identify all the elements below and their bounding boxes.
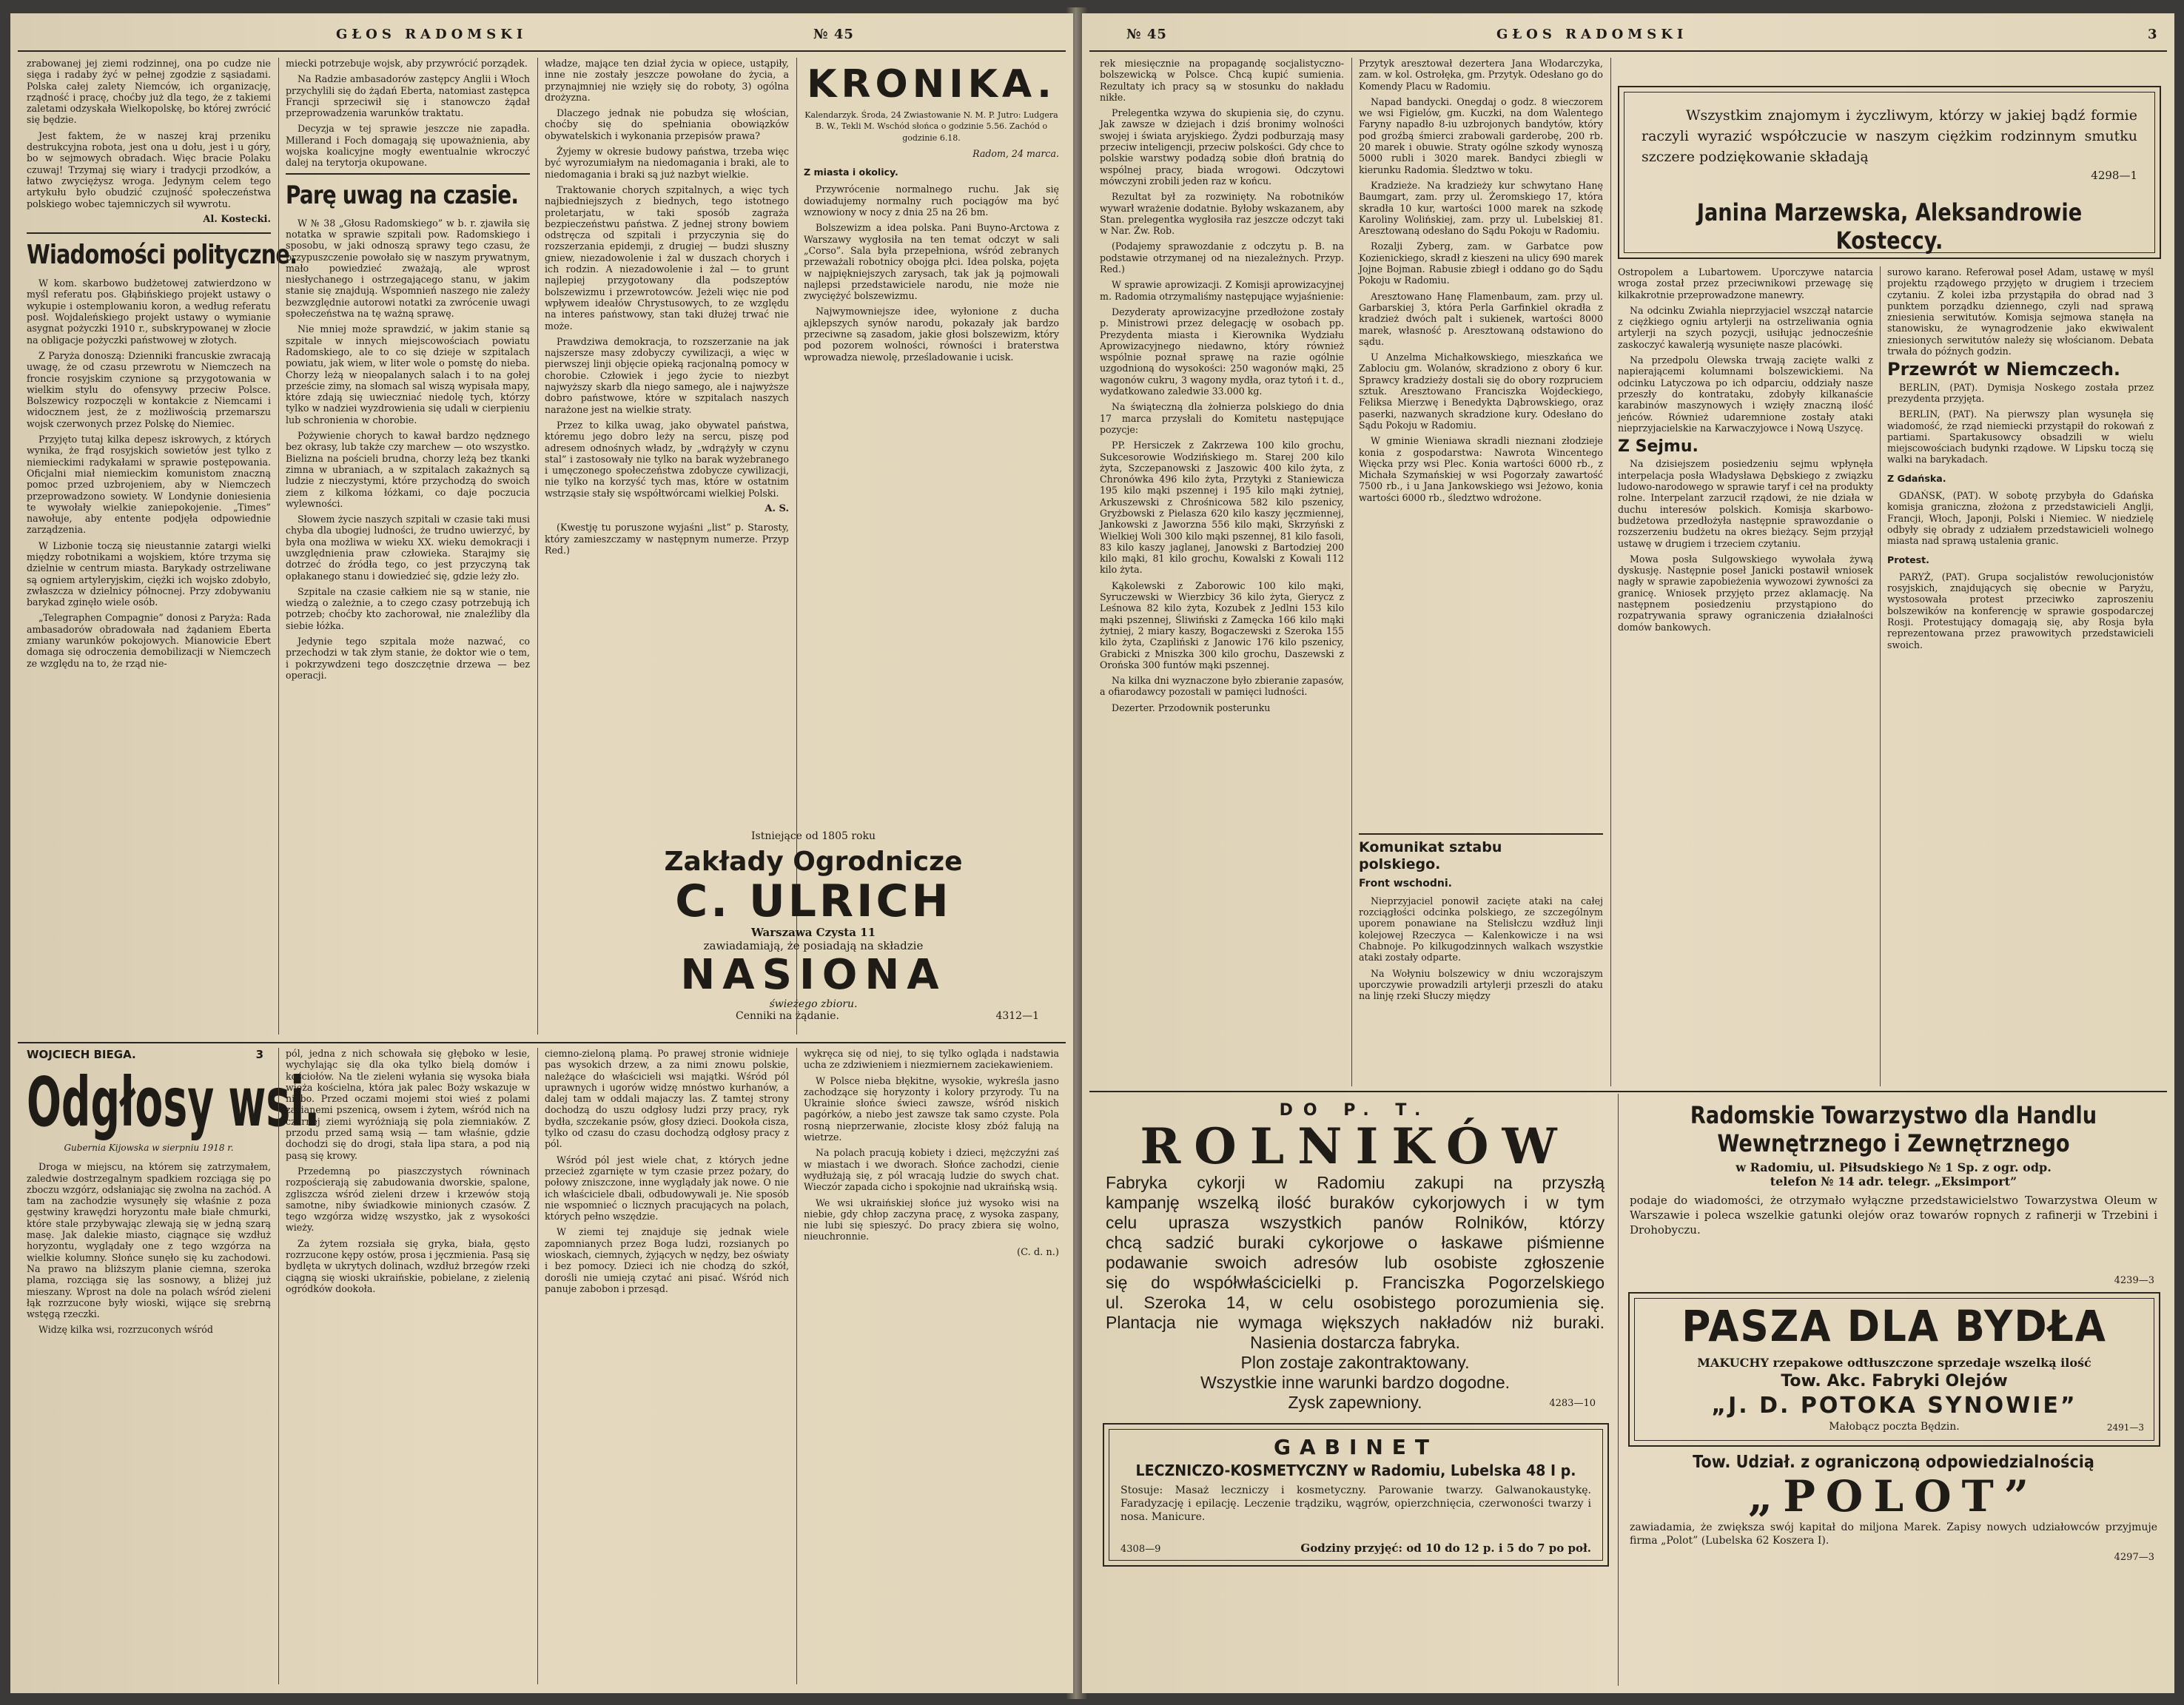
mourning-code: 4298—1 [2091, 169, 2137, 182]
column-divider [278, 1048, 279, 1684]
clinic-hours: Godziny przyjęć: od 10 do 12 p. i 5 do 7 po poł. [1300, 1541, 1591, 1555]
mourning-text: Wszystkim znajomym i życzliwym, którzy w jakiej bądź formie raczyli wyrazić współczucie w naszym ciężkim rodzinnym smutku szczere podziękowanie składają [1642, 107, 2137, 165]
section-title-protest: Protest. [1887, 554, 1929, 565]
article-text: W sprawie aprowizacji. Z Komisji aprowizacyjnej m. Radomia otrzymaliśmy następujące wyjaśnienie: [1100, 279, 1344, 302]
society-phone: telefon № 14 adr. telegr. „Eksimport” [1770, 1174, 2017, 1188]
clinic-name: LECZNICZO-KOSMETYCZNY w Radomiu, Lubelska 48 I p. [1135, 1462, 1576, 1479]
ad-line: Wszystkie inne warunki bardzo dogodne. [1200, 1373, 1511, 1392]
article-text: Aresztowano Hanę Flamenbaum, zam. przy ul. Garbarskiej 3, która Perla Garfinkiel okradła z kradzież dwóch palt i sukienek, wartości 8000 marek, własność p. Aresztowaną odstawiono do sądu. [1359, 290, 1603, 347]
article-text: władze, mające ten dział życia w opiece, ustąpiły, inne nie zostały jeszcze powołane do życia, a przynajmniej nie wzięły się do roboty, 3) ogólna drożyzna. [545, 58, 789, 103]
ad-farmers-title: ROLNIKÓW [1140, 1117, 1570, 1175]
story-column-2 [286, 1048, 530, 1684]
ad-trade-society [1625, 1101, 2162, 1286]
article-text: W kom. skarbowo budżetowej zatwierdzono w myśl referatu pos. Głąbińskiego projekt ustawy o wykupie i ostemplowaniu koron, a według referatu posł. Wojdaleńskiego projekt ustawy o wymianie asygnat pożyczki 1910 r., subskrypowanej w złocie na obligacje pożyczki państwowej w złotych. [27, 278, 271, 346]
story-text: W ziemi tej znajduje się jednak wiele zapomnianych przez Boga ludzi, rozsianych po wioskach, ciemnych, żyjących w nędzy, bez oświaty i bez pomocy. Dzieci ich nie chodzą do szkół, dorośli nie umieją czytać ani pisać. Wśród nich panuje zabobon i przesąd. [545, 1226, 789, 1294]
column-7 [1618, 266, 1873, 1086]
article-text: Nieprzyjaciel ponowił zacięte ataki na całej rozciągłości odcinka polskiego, ze szczególnym uporem ponawiane na Stelisłczu wzdłuż linji kolejowej Rzeczyca — Kalenkowicze i na wsi Chabnoje. Po kilkugodzinnych walkach wszystkie ataki zostały odparte. [1359, 895, 1603, 964]
article-text: W gminie Wieniawa skradli nieznani złodzieje konia z gospodarstwa: Nawrota Wincentego Więcka przy wsi Plec. Konia wartości 6000 rb., z Michała Szymańskiej w wsi Pogorzały zawartość 7500 rb., i u Jana Jankowskiego wsi Jeżowo, konia wartości 6000 rb., śledztwo wdrożone. [1359, 435, 1603, 503]
section-title: Z miasta i okolicy. [804, 167, 898, 178]
section-rule [1089, 1091, 2167, 1092]
article-text: Kradzieże. Na kradzieży kur schwytano Hanę Baumgart, zam. przy ul. Żeromskiego 17, która skradła 10 kur, wartości 1000 marek na szkodę Karoliny Wolińskiej, zam. przy ul. Lubelskiej 81. Aresztowaną odesłano do Sądu Pokoju w Radomiu. [1359, 179, 1603, 237]
article-signature: Al. Kostecki. [203, 213, 271, 225]
story-author: WOJCIECH BIEGA. [27, 1048, 136, 1061]
article-text: Na Radzie ambasadorów zastępcy Anglii i Włoch przychylili się do żądań Eberta, natomiast zastępca Francji sprzeciwił się i stanowczo żądał przeprowadzenia warunków traktatu. [286, 73, 530, 119]
ad-line: ul. Szeroka 14, w celu osobistego porozumienia się. [1106, 1293, 1605, 1312]
article-text: Najwymowniejsze idee, wyłonione z ducha ajklepszych synów narodu, pokazały jak bardzo przeciwne są zasadom, jakie głosi bolszewizm, który pod pozorem wolności, równości i braterstwa wprowadza niewolę, prześladowanie i ucisk. [804, 306, 1059, 363]
communique-title-2: polskiego. [1359, 856, 1441, 873]
dateline: Radom, 24 marca. [972, 147, 1059, 159]
article-text: U Anzelma Michałkowskiego, mieszkańca we Zablociu gm. Wolanów, skradziono z obory 6 kur. Sprawcy kradzieży dostali się do obory rozpruciem sztuk. Aresztowano Franciszka Wojdeckiego, Feliksa Mierzwę i Benedykta Dąbrowskiego, oraz paserki, nazwanych skradzione kury. Odesłano do Sądu Pokoju w Radomiu. [1359, 352, 1603, 431]
left-header-issue: № 45 [813, 27, 854, 42]
article-signature: A. S. [765, 502, 789, 514]
column-divider [1880, 266, 1881, 1086]
article-text: Przyjęto tutaj kilka depesz iskrowych, z których wynika, że frąd rosyjskich sowietów jest tylko z niemieckimi radykałami w sprawie postępowania. Oficjalni miał niemieckim komunistom znaczną pomoc przed uzbrojeniem, aby w Niemczech przeprowadzono sowiety. W Londynie doniesienia te wywołały wielkie zaniepokojenie. „Times” nawołuje, aby entente podjęła odpowiednie zarządzenia. [27, 434, 271, 536]
clinic-title: GABINET [1273, 1435, 1439, 1459]
article-text: Dezyderaty aprowizacyjne przedłożone zostały p. Ministrowi przez delegację w osobach pp. Prezydenta miasta i Kierownika Wydziału Aprowizacyjnego niedawno, który również wspólnie poznał sprawę na razie ogólnie uzgodnioną do wysokości: 250 wagonów mąki, 25 wagonów cukru, 3 wagony mydła, oraz tytoń i t. d., wydatkowano zaledwie 33.000 kg. [1100, 306, 1344, 397]
article-text: Rezultat był za rozwinięty. Na robotników wywarł wrażenie dodatnie. Byłoby wskazanem, aby Stan. prelegentka wygłosiła raz jeszcze odczyt taki w Nar. Żw. Rob. [1100, 191, 1344, 237]
society-text: podaje do wiadomości, że otrzymało wyłączne przedstawicielstwo Towarzystwa Oleum w Warszawie i poleca wszelkie gatunki olejów oraz towarów ropnych z rafinerji w Trzebini i Drohobyczu. [1630, 1194, 2157, 1237]
article-text: Na świąteczną dla żołnierza polskiego do dnia 17 marca przysłali do Komitetu następujące pozycje: [1100, 401, 1344, 435]
right-header-issue: № 45 [1126, 27, 1167, 42]
headline-political-news: Wiadomości polityczne. [27, 240, 298, 271]
ad-code: 2491—3 [2106, 1422, 2144, 1433]
section-title-sejm: Z Sejmu. [1618, 437, 1699, 457]
article-text: Na Wołyniu bolszewicy w dniu wczorajszym uporczywie prowadzili artylerji przeszli do ataku na linję rzeki Słuczy między [1359, 967, 1603, 1002]
society-title: Radomskie Towarzystwo dla Handlu [1690, 1101, 2097, 1129]
article-text: Napad bandycki. Onegdaj o godz. 8 wieczorem we wsi Figielów, gm. Kuczki, na dom Walentego Faryny napadło 8-iu uzbrojonych bandytów, który pod groźbą śmierci zrabowali garderobę, 200 rb. 20 marek i obuwie. Straty ogólne szkody wynoszą 5000 rubli i 3020 marek. Bandyci zbiegli w kierunku Radomia. Śledztwo w toku. [1359, 95, 1603, 175]
story-text: Na polach pracują kobiety i dzieci, mężczyźni zaś w miastach i we dworach. Słońce zachodzi, cienie wydłużają się, z pól wracają ludzie do swych chat. Wieczór zapada cicho i spokojnie nad ukraińską wsią. [804, 1147, 1059, 1193]
story-subtitle: Gubernia Kijowska w sierpniu 1918 r. [64, 1143, 234, 1153]
ad-line: Fabryka cykorji w Radomiu zakupi na przyszłą [1106, 1173, 1605, 1192]
section-rule [18, 1042, 1066, 1043]
feed-company: „J. D. POTOKA SYNOWIE” [1711, 1393, 2077, 1419]
article-text: Przywrócenie normalnego ruchu. Jak się dowiadujemy normalny ruch pociągów ma być wznowiony w nocy z dnia 25 na 26 bm. [804, 184, 1059, 218]
article-text: Na odcinku Zwiahla nieprzyjaciel wszczął natarcie z ciężkiego ogniu artylerji na ostrzeliwania ognia artylerji na szych pozycji, usiłując jednocześnie zaskoczyć kawalerją wysunięte nasze placówki. [1618, 304, 1873, 350]
ad-title: Zakłady Ogrodnicze [664, 847, 963, 877]
article-text: rek miesięcznie na propagandę socjalistyczno-bolszewicką w Polsce. Chcą kupić sumienia. Rezultaty ich pracy są w stosunku do nakładu nikłe. [1100, 58, 1344, 103]
article-text: Bolszewizm a idea polska. Pani Buyno-Arctowa z Warszawy wygłosiła na ten temat odczyt w sali „Corso”. Sala była przepełniona, wśród zebranych przeważali robotnicy obojga płci. Idea polska, pojęta w najpiękniejszych zarysach, tak jak ją pojmowali najlepsi przedstawiciele narodu, nie może nie zwyciężyć bolszewizmu. [804, 222, 1059, 302]
calendar-note: Kalendarzyk. Środa, 24 Zwiastowanie N. M. P. Jutro: Ludgera B. W., Tekli M. Wschód słońca o godzinie 5.56. Zachód o godzinie 6.18. [804, 110, 1058, 143]
polot-text: zawiadamia, że zwiększa swój kapitał do miljona Marek. Zapisy nowych udziałowców przyjmuje firma „Polot” (Lubelska 62 Koszera I). [1630, 1521, 2157, 1547]
story-text: wykręca się od niej, to się tylko ogląda i nadstawia ucha ze zdziwieniem i niezmiernem zaciekawieniem. [804, 1048, 1059, 1071]
article-text: Szpitale na czasie całkiem nie są w stanie, nie wiedzą o zależnie, a to czego czasy potrzebują ich potrzeb; choćby kto zachorował, nie znaleźliby dla siebie łóżka. [286, 585, 530, 631]
story-text: Droga w miejscu, na którem się zatrzymałem, zaledwie dostrzegalnym spadkiem rozciąga się po zboczu wzgórz, odsłaniając się zwolna na zachód. A tam na zachodzie wysunęły się właśnie z poza gęstwiny krawędzi horyzontu małe białe chmurki, które stale przybywając zlewają się w jedną szarą masę. Jak dalekie miasto, ciągnące się wzdłuż horyzontu, wyglądały one z tego wzgórza na wielkie kolumny. Słońce sunęło się ku zachodowi. Na prawo na bliższym planie ciemna, szeroka plama, rozciąga się las sosnowy, a bliżej już mieszany. Wprost na dole na polach wśród zieleni łąk rozrzucone były wioski, wijące się srebrną wstęgą rzeczki. [27, 1161, 271, 1320]
article-text: Rozalji Zyberg, zam. w Garbatce pow Kozienickiego, skradł z kieszeni na ulicy 690 marek Jojne Bojman. Rabusie zbiegł i oddano go do Sądu Pokoju w Radomiu. [1359, 241, 1603, 286]
ad-line: Cenniki na żądanie. [736, 1010, 839, 1022]
article-text: Słowem życie naszych szpitali w czasie taki musi chyba dla ubogiej ludności, że trudno uwierzyć, by była ona możliwa w wieku XX. wieku demokracji i uwzględnienia praw człowieka. Starajmy się dotrzeć do źródła tego, co jest przyczyną tak opłakanego stanu i dowiedzieć się, gdzie leży zło. [286, 514, 530, 582]
right-header-title: GŁOS RADOMSKI [1496, 27, 1688, 42]
section-title-germany: Przewrót w Niemczech. [1887, 359, 2121, 380]
story-text: Za żytem rozsiała się gryka, biała, gęsto rozrzucone kępy ostów, prosa i jęczmienia. Pasą się bydlęta w ukrytych dolinach, wzdłuż brzegów rzeki ciągną się wioski ukraińskie, pobielane, z zielenią ogródków dookoła. [286, 1237, 530, 1294]
column-2 [286, 58, 530, 1035]
article-text: Przez to kilka uwag, jako obywatel państwa, któremu jego dobro leży na sercu, piszę pod adresem odnośnych władz, by „wdrążyły w czynu stal” i zastosowały nie tylko na barak wyżebranego i umęczonego społeczeństwa zdobycze cywilizacji, nie tylko na korzyść tych mas, które w ostatnim wstrząsie stały się współtwórcami wielkiej Polski. [545, 419, 789, 499]
ad-farmers [1100, 1101, 1610, 1412]
society-title-2: Wewnętrznego i Zewnętrznego [1717, 1129, 2070, 1157]
left-header-title: GŁOS RADOMSKI [336, 27, 528, 42]
left-header [10, 21, 1073, 50]
article-text: Kąkolewski z Zaborowic 100 kilo mąki, Syruczewski w Wierzbicy 36 kilo żyta, Gierycz z Leśnowa 82 kilo żyta, Kozubek z Jedlni 153 kilo mąki pszennej, Śliwiński z Zamęcka 166 kilo mąki żytniej, 2 miary kaszy, Bogaczewski z Szeroka 155 kilo żyta, Czapliński z Janowic 176 kilo pszenicy, Grabicki z Mniszka 300 kilo grochu, Daszewski z Orońska 300 funtów mąki pszennej. [1100, 579, 1344, 670]
column-1 [27, 58, 298, 1035]
article-text: Jest faktem, że w naszej kraj przeniku destrukcyjna robota, jest ona u dołu, jest i u góry, bo w sejmowych obradach. Więc bracie Polaku czuwaj! Trzymaj się wiary i tradycji przodków, a łatwo zwyciężysz wroga. Jedynym celem tego artykułu było obudzić czujność społeczeństwa polskiego wobec tajemniczych sił wywrotu. [27, 130, 271, 209]
feed-address: Małobącz poczta Będzin. [1829, 1421, 1960, 1433]
staff-communique [1359, 833, 1603, 1086]
ad-code: 4312—1 [995, 1010, 1039, 1022]
ad-cosmetic-clinic [1103, 1423, 1609, 1567]
story-text: Wśród pól jest wiele chat, z których jedne przecież zgarnięte w tym czasie przez pożary, do połowy zniszczone, inne wyglądały jak nowe. O nie ich właściciele dbali, odbudowywali je. Nie sposób nie wspomnieć o licznych pracujących na polach, których pełno wszędzie. [545, 1154, 789, 1223]
headline-chronicle: KRONIKA. [807, 62, 1056, 107]
feed-line: Tow. Akc. Fabryki Olejów [1781, 1372, 2008, 1390]
story-text: Widzę kilka wsi, rozrzuconych wśród [38, 1324, 213, 1336]
article-text: Nie mniej może sprawdzić, w jakim stanie są szpitale w innych miejscowościach powiatu Radomskiego, ale to co się dzieje w szpitalach powiatu, jak wiem, w liter wole o pomstę do nieba. Chorzy leżą w nieopalanych salach i to na gołej przeście zimy, na słomach sal wiszą wypisała mapy, które zdają się uwieczniać niedolę tych, którzy tylko w nadziei wyzdrowienia się udali w cierpieniu lub schronienia w chorobie. [286, 323, 530, 426]
article-text: PARYŻ, (PAT). Grupa socjalistów rewolucjonistów rosyjskich, znajdujących się obecnie w Paryżu, wystosowała protest przeciwko zaproszeniu bolszewików na konferencję w sprawie gospodarczej Rosji. Protestujący domagają się, aby Rosja była reprezentowana przez prawowitych przedstawicieli swoich. [1887, 571, 2154, 650]
ad-code: 4283—10 [1549, 1398, 1596, 1409]
ad-line: zawiadamiają, że posiadają na składzie [703, 939, 924, 952]
ad-line: Plon zostaje zakontraktowany. [1240, 1353, 1470, 1372]
clinic-code: 4308—9 [1120, 1544, 1161, 1555]
ad-code: 4297—3 [2114, 1552, 2154, 1563]
society-address: w Radomiu, ul. Piłsudskiego № 1 Sp. z ogr. odp. [1736, 1160, 2052, 1174]
ad-code: 4239—3 [2114, 1275, 2154, 1286]
article-text: Z Paryża donoszą: Dzienniki francuskie zwracają uwagę, że od czasu przewrotu w Niemczech na froncie rosyjskim czynione są przygotowania w wielkim stylu do ofensywy przeciw Polsce. Bolszewicy rozpoczęli w kontakcie z Niemcami i widocznem jest, że z możliwością przemarszu wojsk czerwonych przez Polskę do Niemiec. [27, 349, 271, 429]
story-column-3 [545, 1048, 789, 1684]
article-text: Pożywienie chorych to kawał bardzo nędznego bez okrasy, lub także czy marchew — oto wszystko. Bielizna na pościeli brudna, chorzy leżą bez tkanki zimna w ubraniach, a w szpitalach zakażnych są ludzie z nieczystymi, które przychodzą do swoich ziem z kilkoma łóżkami, co daje poczucia wylewności. [286, 430, 530, 509]
article-text: Na kilka dni wyznaczone było zbieranie zapasów, a ofiarodawcy pozostali w pamięci ludności. [1100, 675, 1344, 698]
column-5 [1100, 58, 1344, 1086]
ad-since: Istniejące od 1805 roku [751, 830, 876, 842]
to-be-continued: (C. d. n.) [1017, 1246, 1059, 1258]
column-divider [1610, 58, 1611, 1086]
article-text: Mowa posła Sulgowskiego wywołała żywą dyskusję. Następnie poseł Janicki postawił wniosek nagły w sprawie zapobieżenia wywozowi żywności za granicę. Wniosek przyjęto przez aklamację. Na następnem posiedzeniu przystąpiono do rozpatrywania sprawy ograniczenia działalności domów bankowych. [1618, 553, 1873, 633]
polot-line: Tow. Udział. z ograniczoną odpowiedzialnością [1693, 1453, 2094, 1472]
column-8 [1887, 266, 2154, 1086]
ad-line: Zysk zapewniony. [1288, 1393, 1422, 1412]
column-divider [278, 58, 279, 1035]
story-text: W Polsce nieba błękitne, wysokie, wykreśla jasno zachodzące się horyzonty i kolory przyrody. Tu na Ukrainie słońce świeci zawsze, wśród niskich pagórków, a niebo jest zawsze tak samo czyste. Pola rosną nieprzerwanie, złociste kłosy zbóż falują na wietrze. [804, 1075, 1059, 1143]
editor-note: (Kwestję tu poruszone wyjaśni „list” p. Starosty, który zamieszczamy w następnym numerze. Przyp Red.) [545, 522, 789, 556]
article-text: „Telegraphen Compagnie” donosi z Paryża: Rada ambasadorów obradowała nad żądaniem Eberta zmiany warunków pokojowych. Mianowicie Ebert domaga się odroczenia demobilizacji w Niemczech ze względu na to, że rząd nie- [27, 612, 271, 669]
column-divider [1351, 58, 1352, 1086]
ad-company: C. ULRICH [675, 875, 952, 927]
ad-line: Plantacja nie wymaga większych nakładów niż buraki. [1106, 1313, 1605, 1332]
article-text: W Lizbonie toczą się nieustannie zatargi wielki między robotnikami a wojskiem, które trzyma się dzielnie w centrum miasta. Barykady ostrzeliwane są ogniem artyleryjskim, ciężki ich wojsko zdobyło, zwłaszcza w dzielnicy północnej. Przy zdobywaniu barykad zginęło wiele osób. [27, 539, 271, 608]
article-text: BERLIN, (PAT). Na pierwszy plan wysunęła się wiadomość, że rząd niemiecki przystąpił do rokowań z partiami. Spartakusowcy obsadzili w wielu miejscowościach budynki rządowe. W Lipsku toczą się walki na barykadach. [1887, 408, 2154, 465]
article-text: PP. Hersiczek z Zakrzewa 100 kilo grochu, Sukcesorowie Wodzińskiego m. Starej 200 kilo żyta, Szczepanowski z Jaszowic 400 kilo żyta, z Chronówka 496 kilo żyta, Przytyki z Staniewicza 195 kilo mąki pszennej i 195 kilo mąki żytniej, Arkuszewski z Chrośnicowa 582 kilo pszenicy, Gryżbowski z Pielasza 620 kilo kaszy jęczmiennej, Jankowski z Jaworzna 556 kilo mąki, Skrzyński z Wielkiej Woli 300 kilo mąki pszennej, 81 kilo fasoli, 83 kilo kaszy jaglanej, Janowski z Bartodziej 200 kilo mąki, 81 kilo grochu, Kowalski z Kowali 112 kilo żyta. [1100, 440, 1344, 576]
article-text: (Podajemy sprawozdanie z odczytu p. B. na podstawie otrzymanej od na niezależnych. Przyp. Red.) [1100, 241, 1344, 275]
article-text: Decyzja w tej sprawie jeszcze nie zapadła. Millerand i Foch domagają się upoważnienia, aby wojska koalicyjne mogły ewentualnie wkroczyć dalej na terytorja okupowane. [286, 123, 530, 169]
article-text: BERLIN, (PAT). Dymisja Noskego została przez prezydenta przyjęta. [1887, 381, 2154, 404]
clinic-services: Stosuje: Masaż leczniczy i kosmetyczny. Parowanie twarzy. Galwanokaustykę. Faradyzację i epilację. Leczenie trądziku, wągrów, opierzchnięcia, czerwoności twarzy i nosa. Manicure. [1120, 1484, 1591, 1523]
ad-line: kampanję wszelką ilość buraków cykorjowych i w tym [1106, 1193, 1605, 1212]
polot-title: „POLOT” [1747, 1471, 2040, 1521]
story-title: Odgłosy wsi. [27, 1063, 320, 1142]
column-divider [796, 1048, 797, 1684]
communique-title: Komunikat sztabu [1359, 839, 1502, 855]
article-text: Dezerter. Przodownik posterunku [1112, 702, 1271, 713]
column-divider [537, 58, 538, 1035]
section-title-gdansk: Z Gdańska. [1887, 472, 1946, 484]
feed-title: PASZA DLA BYDŁA [1681, 1301, 2107, 1351]
story-column-1 [27, 1048, 320, 1684]
feed-line: MAKUCHY rzepakowe odtłuszczone sprzedaje wszelką ilość [1697, 1356, 2091, 1370]
column-6 [1359, 58, 1603, 827]
article-text: Przytyk aresztował dezertera Jana Włodarczyka, zam. w kol. Ostrołęka, gm. Przytyk. Odesłano go do Komendy Placu w Radomiu. [1359, 58, 1603, 92]
story-text: ciemno-zieloną plamą. Po prawej stronie widnieje pas wysokich drzew, a za nimi znowu polskie, należące do właścicieli wsi majątki. Wśród pól uprawnych i ugorów widzę mnóstwo kurhanów, a dalej tam w oddali majaczy las. Z tamtej strony dochodzą do uszu odgłosy ludzi przy pracy, ryk bydła, szczekanie psów, głosy dzieci. Dookoła cisza, tylko od czasu do czasu dochodzą odgłosy pracy z pól. [545, 1048, 789, 1150]
article-text: zrabowanej jej ziemi rodzinnej, ona po cudze nie sięga i radaby żyć w pełnej zgodzie z sąsiadami. Polska całej zalety Niemców, ich organizację, rządność i pracę, choćby już dla tego, że z takiemi zaletami odzyskała Wielkopolskę, bo której zwrócić się będzie. [27, 58, 271, 126]
ad-product: NASIONA [680, 951, 947, 999]
article-text: Na dzisiejszem posiedzeniu sejmu wpłynęła interpelacja posła Władysława Dębskiego z związku ludowo-narodowego w sprawie taryf i ceł na produkty rolne. Interpelant zarzucił rządowi, że nie działa w duchu interesów polskich. Komisja skarbowo-budżetowa przedłożyła następnie sprawozdanie o rozszerzeniu budżetu na okres bieżący. Sejm przyjął ustawę w drugiem i trzeciem czytaniu. [1618, 458, 1873, 549]
column-4 [804, 58, 1059, 820]
ad-line: chcą sadzić buraki cykorjowe o łaskawe piśmienne [1106, 1233, 1605, 1252]
ad-line: się do współwłaścicielki p. Franciszka Pogorzelskiego [1106, 1273, 1605, 1292]
column-divider [537, 1048, 538, 1684]
article-text: Prawdziwa demokracja, to rozszerzanie na jak najszersze masy zdobyczy cywilizacji, a więc w pierwszej linji objęcie opieką racjonalną pomocy w chorobie. Człowiek i jego życie to niezbyt najwyższy skarb dla niego samego, ale i najwyższe dobro państwowe, które w szpitalach naszych narażone jest na wielkie straty. [545, 335, 789, 415]
ad-mourning-notice [1618, 86, 2161, 259]
header-rule [18, 50, 1066, 52]
mourning-names: Janina Marzewska, Aleksandrowie Kosteccy. [1696, 198, 2083, 255]
article-text: Na przedpolu Olewska trwają zacięte walki z napierającemi kolumnami bolszewickiemi. Na odcinku Latyczowa po ich odparciu, oddziały nasze przeszły do kontrataku, zdobyły kilkanaście karabinów maszynowych i wzięły znaczną ilość jeńców. Również udaremnione zostały ataki nieprzyjacielskie na Karwaczyjowce i Nową Uszycę. [1618, 354, 1873, 434]
ad-line: podawanie swoich adresów lub osobiste zgłoszenie [1106, 1253, 1605, 1272]
article-text: Dlaczego jednak nie pobudza się włościan, choćby się do spełniania obowiązków obywatelskich i wykonania przepisów prawa? [545, 107, 789, 141]
ad-farmers-salutation: DO P. T. [1279, 1101, 1431, 1120]
right-page [1082, 13, 2174, 1693]
headline-remarks: Parę uwag na czasie. [286, 180, 519, 210]
article-text: Jedynie tego szpitala może nazwać, co przechodzi w tak złym stanie, że doktor wie o tem, i pokrzywdzeni tego doszczętnie drzewa — bez operacji. [286, 636, 530, 681]
right-header [1082, 21, 2174, 50]
article-text: Ostropolem a Lubartowem. Uporczywe natarcia wroga został przez przeciwnikowi przewagę się kilkakrotnie przeprowadzone manewry. [1618, 266, 1873, 300]
story-text: Przedemną po piaszczystych równinach rozpościerają się zabudowania dworskie, spalone, zgliszcza wśród zieleni drzew i krzewów stoją samotne, niby świadkowie minionych czasów. Z tego wzgórza widzę wszystko, jak z wysokości wieży. [286, 1165, 530, 1234]
left-page [10, 13, 1073, 1693]
page-number: 3 [2148, 27, 2157, 42]
story-text: We wsi ukraińskiej słońce już wysoko wisi na niebie, gdy chłop zaczyna pracę, z wysoka zaspany, nie lubi się spieszyć. Do pracy zbiera się wolno, nieuchronnie. [804, 1197, 1059, 1242]
article-text: Prelegentka wzywa do skupienia się, do czynu. Jak zawsze w dziejach i dziś bronimy wolności swojej i świata aryjskiego. Żydzi podburzają masy przeciw inteligencji, przeciw polskości. Gdy chce to polskie warstwy podadzą sobie dłoń bratnią do wspólnej pracy, biada wrogowi. Odczytowi mówczyni zrobili jeden raz w końcu. [1100, 107, 1344, 186]
article-text: GDAŃSK, (PAT). W sobotę przybyła do Gdańska komisja graniczna, złożona z przedstawicieli Anglji, Francji, Włoch, Japonji, Polski i Niemiec. W niedzielę odbyły się obrady z udziałem przedstawicieli wolnego miasta nad sprawą ustalenia granic. [1887, 490, 2154, 547]
communique-front: Front wschodni. [1359, 877, 1452, 890]
column-divider [1618, 1094, 1619, 1686]
ad-address: Warszawa Czysta 11 [750, 926, 876, 939]
column-3 [545, 58, 789, 887]
header-rule [1089, 50, 2167, 52]
article-text: W № 38 „Głosu Radomskiego” w b. r. zjawiła się notatka w sprawie szpitali pow. Radomskiego i sposobu, w jaki odnoszą sprawy tego czasu, że przypuszczenie powołało się w naszym prywatnym, mało powiedzieć zważają, ale wprost niesłychanego i ostrzegającego stanu, w jakim stanie się znajdują. Wspomnień naszego nie zależy bezwzględnie autorowi notatki za zwrócenie uwagi społeczeństwa na tę ważną sprawę. [286, 217, 530, 320]
ad-cattle-feed [1628, 1292, 2160, 1447]
ad-ulrich [573, 827, 1054, 1035]
story-part-number: 3 [255, 1048, 263, 1061]
ad-line: Nasienia dostarcza fabryka. [1250, 1333, 1460, 1352]
article-text: Żyjemy w okresie budowy państwa, trzeba więc być wyrozumiałym na niedomagania i braki, ale to niedomagania i braki są już nazbyt wielkie. [545, 146, 789, 180]
article-text: Traktowanie chorych szpitalnych, a więc tych najbiedniejszych z biednych, tego istotnego proletarjatu, w taki sposób zagraża bezpieczeństwu państwa. Z jednej strony bowiem odstręcza od szpitali i przyczynia się do rozszerzania epidemji, z drugiej — budzi słuszny gniew, niezadowolenie i żal w duszach chorych i ich rodzin. A niezadowolenie i żal — to grunt najlepiej przygotowany dla podszeptów bolszewizmu i przewrotowców. Jeżeli więc nie pod wpływem ideałów Chrystusowych, to ze względu na interes państwowy, stan taki dłużej trwać nie może. [545, 184, 789, 332]
ad-line: celu uprasza wszystkich panów Rolników, którzy [1106, 1213, 1605, 1232]
article-text: miecki potrzebuje wojsk, aby przywrócić porządek. [286, 58, 528, 69]
story-text: pól, jedna z nich schowała się głęboko w lesie, wychylając się dla oka tylko bielą domów i kościołów. Na tle zieleni wyłania się wysoka biała wieża kościelna, która jak palec Boży wskazuje w niebo. Przed oczami mojemi stoi wieś z polami zasianemi pszenicą, owsem i żytem, wśród nich na czarnej ziemi wyróżniają się pola ziemniaków. Z przodu przed samą wsią — tam właśnie, gdzie dochodzi się do drogi, stała lipa stara, a pod nią pasą się krowy. [286, 1048, 530, 1161]
article-text: surowo karano. Referował poseł Adam, ustawę w myśl projektu rządowego przyjęto w drugiem i trzeciem czytaniu. Z kolei izba przystąpiła do obrad nad 3 punktem porządku dziennego, czyli nad sprawą zniesienia serwitutów. Komisja sejmowa stanęła na stanowisku, że wynagrodzenie jako ekwiwalent zniesionych serwitutów należy się włościanom. Debata trwała do późnych godzin. [1887, 266, 2154, 357]
ad-polot [1625, 1453, 2162, 1567]
story-column-4 [804, 1048, 1059, 1684]
ad-line: świeżego zbioru. [769, 998, 858, 1010]
